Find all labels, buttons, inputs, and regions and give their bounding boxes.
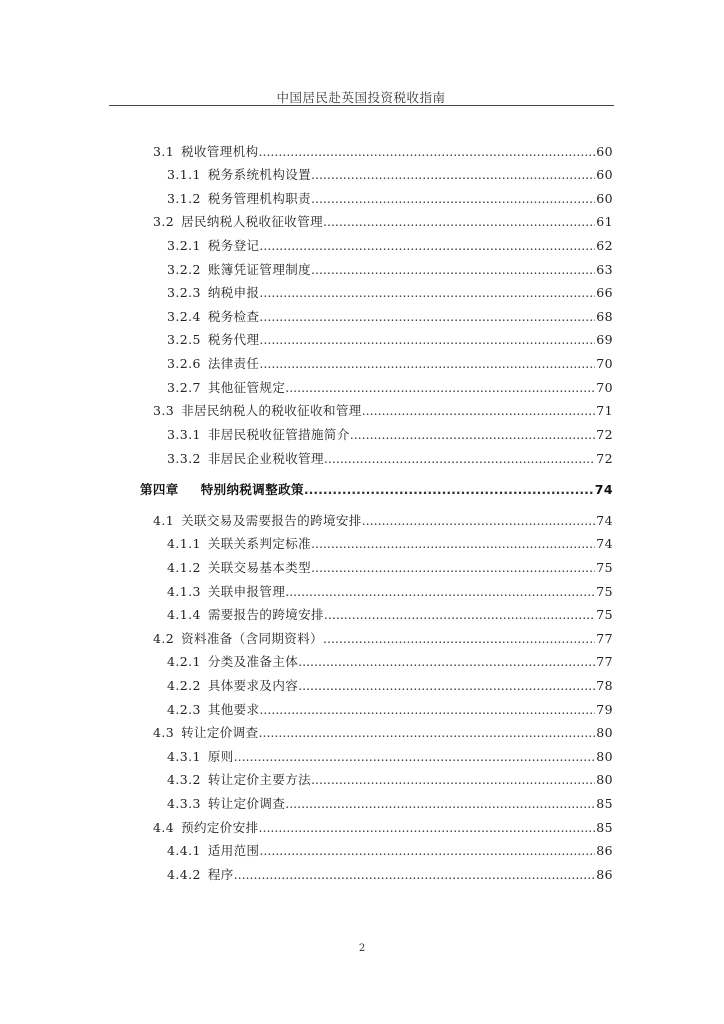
toc-entry[interactable] xyxy=(167,607,613,623)
toc-entry-number: 4.2.3 xyxy=(167,702,201,717)
toc-dot-leader xyxy=(259,702,595,718)
toc-entry-page: 72 xyxy=(596,451,613,466)
toc-dot-leader xyxy=(259,285,595,301)
toc-entry-title: 分类及准备主体 xyxy=(207,654,299,669)
toc-entry-title: 程序 xyxy=(207,867,234,882)
toc-dot-leader xyxy=(323,214,595,230)
toc-entry-number: 3.1.1 xyxy=(167,167,201,182)
toc-dot-leader xyxy=(285,584,595,600)
toc-entry-number: 4.1.2 xyxy=(167,560,201,575)
toc-entry-title: 纳税申报 xyxy=(207,285,260,300)
toc-entry-page: 70 xyxy=(596,356,613,371)
toc-entry[interactable] xyxy=(167,536,613,552)
toc-entry-page: 62 xyxy=(596,238,613,253)
toc-entry[interactable] xyxy=(153,513,613,529)
toc-dot-leader xyxy=(259,309,595,325)
toc-entry-page: 61 xyxy=(596,214,613,229)
toc-entry[interactable] xyxy=(167,584,613,600)
toc-entry-page: 69 xyxy=(596,332,613,347)
toc-dot-leader xyxy=(259,843,595,859)
toc-entry[interactable] xyxy=(167,678,613,694)
toc-entry-title: 非居民企业税收管理 xyxy=(207,451,324,466)
toc-entry-title: 税务登记 xyxy=(207,238,260,253)
toc-dot-leader xyxy=(259,356,595,372)
toc-entry-page: 85 xyxy=(596,796,613,811)
toc-entry-title: 税务管理机构职责 xyxy=(207,191,312,206)
toc-entry-title: 关联交易及需要报告的跨境安排 xyxy=(181,513,362,528)
toc-entry[interactable] xyxy=(167,167,613,183)
page-number: 2 xyxy=(358,943,366,954)
toc-entry-page: 71 xyxy=(596,403,613,418)
toc-entry[interactable] xyxy=(167,238,613,254)
toc-dot-leader xyxy=(259,332,595,348)
toc-entry-title: 税收管理机构 xyxy=(181,144,259,159)
toc-entry[interactable] xyxy=(167,356,613,372)
toc-entry-page: 74 xyxy=(596,513,613,528)
toc-entry[interactable] xyxy=(167,309,613,325)
toc-entry[interactable] xyxy=(167,654,613,670)
toc-entry-page: 60 xyxy=(596,167,613,182)
toc-dot-leader xyxy=(298,654,595,670)
toc-entry[interactable] xyxy=(153,403,613,419)
toc-entry-title: 原则 xyxy=(207,749,234,764)
toc-entry-title: 税务检查 xyxy=(207,309,260,324)
toc-entry[interactable] xyxy=(167,451,613,467)
toc-entry-title: 具体要求及内容 xyxy=(207,678,299,693)
toc-dot-leader xyxy=(304,482,594,498)
toc-dot-leader xyxy=(311,536,595,552)
toc-chapter-number: 第四章 xyxy=(140,482,179,497)
toc-entry-page: 75 xyxy=(596,560,613,575)
toc-entry-page: 80 xyxy=(596,749,613,764)
toc-entry-page: 86 xyxy=(596,843,613,858)
toc-entry[interactable] xyxy=(167,560,613,576)
toc-entry-page: 79 xyxy=(596,702,613,717)
toc-entry[interactable] xyxy=(167,749,613,765)
toc-entry[interactable] xyxy=(153,144,613,160)
toc-dot-leader xyxy=(350,427,596,443)
toc-entry-title: 非居民纳税人的税收征收和管理 xyxy=(181,403,362,418)
toc-dot-leader xyxy=(311,560,595,576)
toc-entry-number: 4.2.2 xyxy=(167,678,201,693)
toc-entry-page: 75 xyxy=(596,584,613,599)
toc-entry-title: 转让定价调查 xyxy=(181,725,259,740)
toc-entry-number: 3.2.3 xyxy=(167,285,201,300)
toc-entry[interactable] xyxy=(167,867,613,883)
toc-entry-page: 60 xyxy=(596,191,613,206)
toc-entry-page: 66 xyxy=(596,285,613,300)
toc-entry-number: 3.1.2 xyxy=(167,191,201,206)
toc-dot-leader xyxy=(311,772,595,788)
toc-dot-leader xyxy=(311,167,595,183)
toc-entry[interactable] xyxy=(167,332,613,348)
toc-entry-title: 其他征管规定 xyxy=(207,380,286,395)
toc-entry-title: 适用范围 xyxy=(207,843,260,858)
toc-entry[interactable] xyxy=(167,427,613,443)
toc-entry-page: 72 xyxy=(596,427,613,442)
toc-entry-title: 税务代理 xyxy=(207,332,260,347)
toc-entry[interactable] xyxy=(167,262,613,278)
toc-entry[interactable] xyxy=(167,380,613,396)
toc-entry-number: 4.1.4 xyxy=(167,607,201,622)
toc-entry-number: 4.2 xyxy=(153,631,175,646)
toc-entry-number: 3.2.1 xyxy=(167,238,201,253)
toc-dot-leader xyxy=(311,191,595,207)
toc-dot-leader xyxy=(323,631,595,647)
toc-entry-number: 4.4.2 xyxy=(167,867,201,882)
toc-entry-number: 4.1.1 xyxy=(167,536,201,551)
toc-entry[interactable] xyxy=(167,285,613,301)
toc-entry[interactable] xyxy=(153,820,613,836)
toc-entry[interactable] xyxy=(167,796,613,812)
toc-entry-number: 3.2 xyxy=(153,214,175,229)
toc-entry-number: 4.1.3 xyxy=(167,584,201,599)
toc-entry[interactable] xyxy=(167,772,613,788)
toc-entry-title: 居民纳税人税收征收管理 xyxy=(181,214,323,229)
toc-entry-page: 77 xyxy=(596,631,613,646)
toc-entry-number: 3.2.2 xyxy=(167,262,201,277)
toc-entry-number: 3.2.6 xyxy=(167,356,201,371)
toc-entry-number: 3.3.1 xyxy=(167,427,201,442)
toc-entry-page: 77 xyxy=(596,654,613,669)
toc-entry-title: 需要报告的跨境安排 xyxy=(207,607,324,622)
toc-entry[interactable] xyxy=(167,843,613,859)
toc-dot-leader xyxy=(324,451,595,467)
toc-entry-title: 关联关系判定标准 xyxy=(207,536,312,551)
toc-entry-page: 75 xyxy=(596,607,613,622)
toc-entry-title: 预约定价安排 xyxy=(181,820,259,835)
toc-entry-number: 4.1 xyxy=(153,513,175,528)
toc-entry-page: 70 xyxy=(596,380,613,395)
toc-entry-number: 4.3.2 xyxy=(167,772,201,787)
toc-entry-number: 3.1 xyxy=(153,144,175,159)
toc-entry-title: 关联申报管理 xyxy=(207,584,286,599)
toc-chapter-title: 特别纳税调整政策 xyxy=(200,482,304,497)
toc-entry-number: 4.4.1 xyxy=(167,843,201,858)
toc-entry[interactable] xyxy=(153,725,613,741)
page-header-title: 中国居民赴英国投资税收指南 xyxy=(276,90,446,105)
toc-entry-number: 3.2.5 xyxy=(167,332,201,347)
toc-entry-page: 60 xyxy=(596,144,613,159)
toc-dot-leader xyxy=(285,380,595,396)
toc-entry-number: 4.3.1 xyxy=(167,749,201,764)
toc-dot-leader xyxy=(311,262,595,278)
toc-chapter-page: 74 xyxy=(594,482,613,497)
toc-entry-title: 资料准备（含同期资料） xyxy=(181,631,323,646)
toc-entry-title: 非居民税收征管措施简介 xyxy=(207,427,350,442)
toc-dot-leader xyxy=(259,144,596,160)
toc-entry-title: 税务系统机构设置 xyxy=(207,167,312,182)
toc-dot-leader xyxy=(234,749,596,765)
toc-entry-number: 3.3 xyxy=(153,403,175,418)
toc-entry-page: 86 xyxy=(596,867,613,882)
toc-entry-number: 4.3 xyxy=(153,725,175,740)
toc-entry-page: 74 xyxy=(596,536,613,551)
toc-dot-leader xyxy=(324,607,595,623)
toc-entry-title: 转让定价调查 xyxy=(207,796,286,811)
toc-entry-number: 4.2.1 xyxy=(167,654,201,669)
toc-entry-page: 63 xyxy=(596,262,613,277)
toc-dot-leader xyxy=(285,796,595,812)
toc-dot-leader xyxy=(298,678,595,694)
toc-entry-number: 3.2.4 xyxy=(167,309,201,324)
toc-chapter-entry[interactable] xyxy=(140,482,613,498)
toc-entry-title: 转让定价主要方法 xyxy=(207,772,312,787)
toc-entry-title: 关联交易基本类型 xyxy=(207,560,312,575)
toc-entry-page: 80 xyxy=(596,725,613,740)
toc-entry[interactable] xyxy=(167,191,613,207)
toc-entry-title: 其他要求 xyxy=(207,702,260,717)
toc-entry[interactable] xyxy=(153,214,613,230)
toc-dot-leader xyxy=(259,238,595,254)
toc-dot-leader xyxy=(259,820,596,836)
toc-entry-page: 80 xyxy=(596,772,613,787)
toc-entry-page: 68 xyxy=(596,309,613,324)
toc-entry-title: 账簿凭证管理制度 xyxy=(207,262,312,277)
toc-entry-number: 4.4 xyxy=(153,820,175,835)
toc-entry-page: 78 xyxy=(596,678,613,693)
toc-entry-number: 3.3.2 xyxy=(167,451,201,466)
toc-entry-number: 3.2.7 xyxy=(167,380,201,395)
toc-dot-leader xyxy=(362,513,596,529)
toc-dot-leader xyxy=(362,403,596,419)
toc-dot-leader xyxy=(259,725,596,741)
toc-entry[interactable] xyxy=(167,702,613,718)
toc-entry[interactable] xyxy=(153,631,613,647)
toc-entry-title: 法律责任 xyxy=(207,356,260,371)
toc-entry-page: 85 xyxy=(596,820,613,835)
toc-entry-number: 4.3.3 xyxy=(167,796,201,811)
toc-dot-leader xyxy=(234,867,596,883)
